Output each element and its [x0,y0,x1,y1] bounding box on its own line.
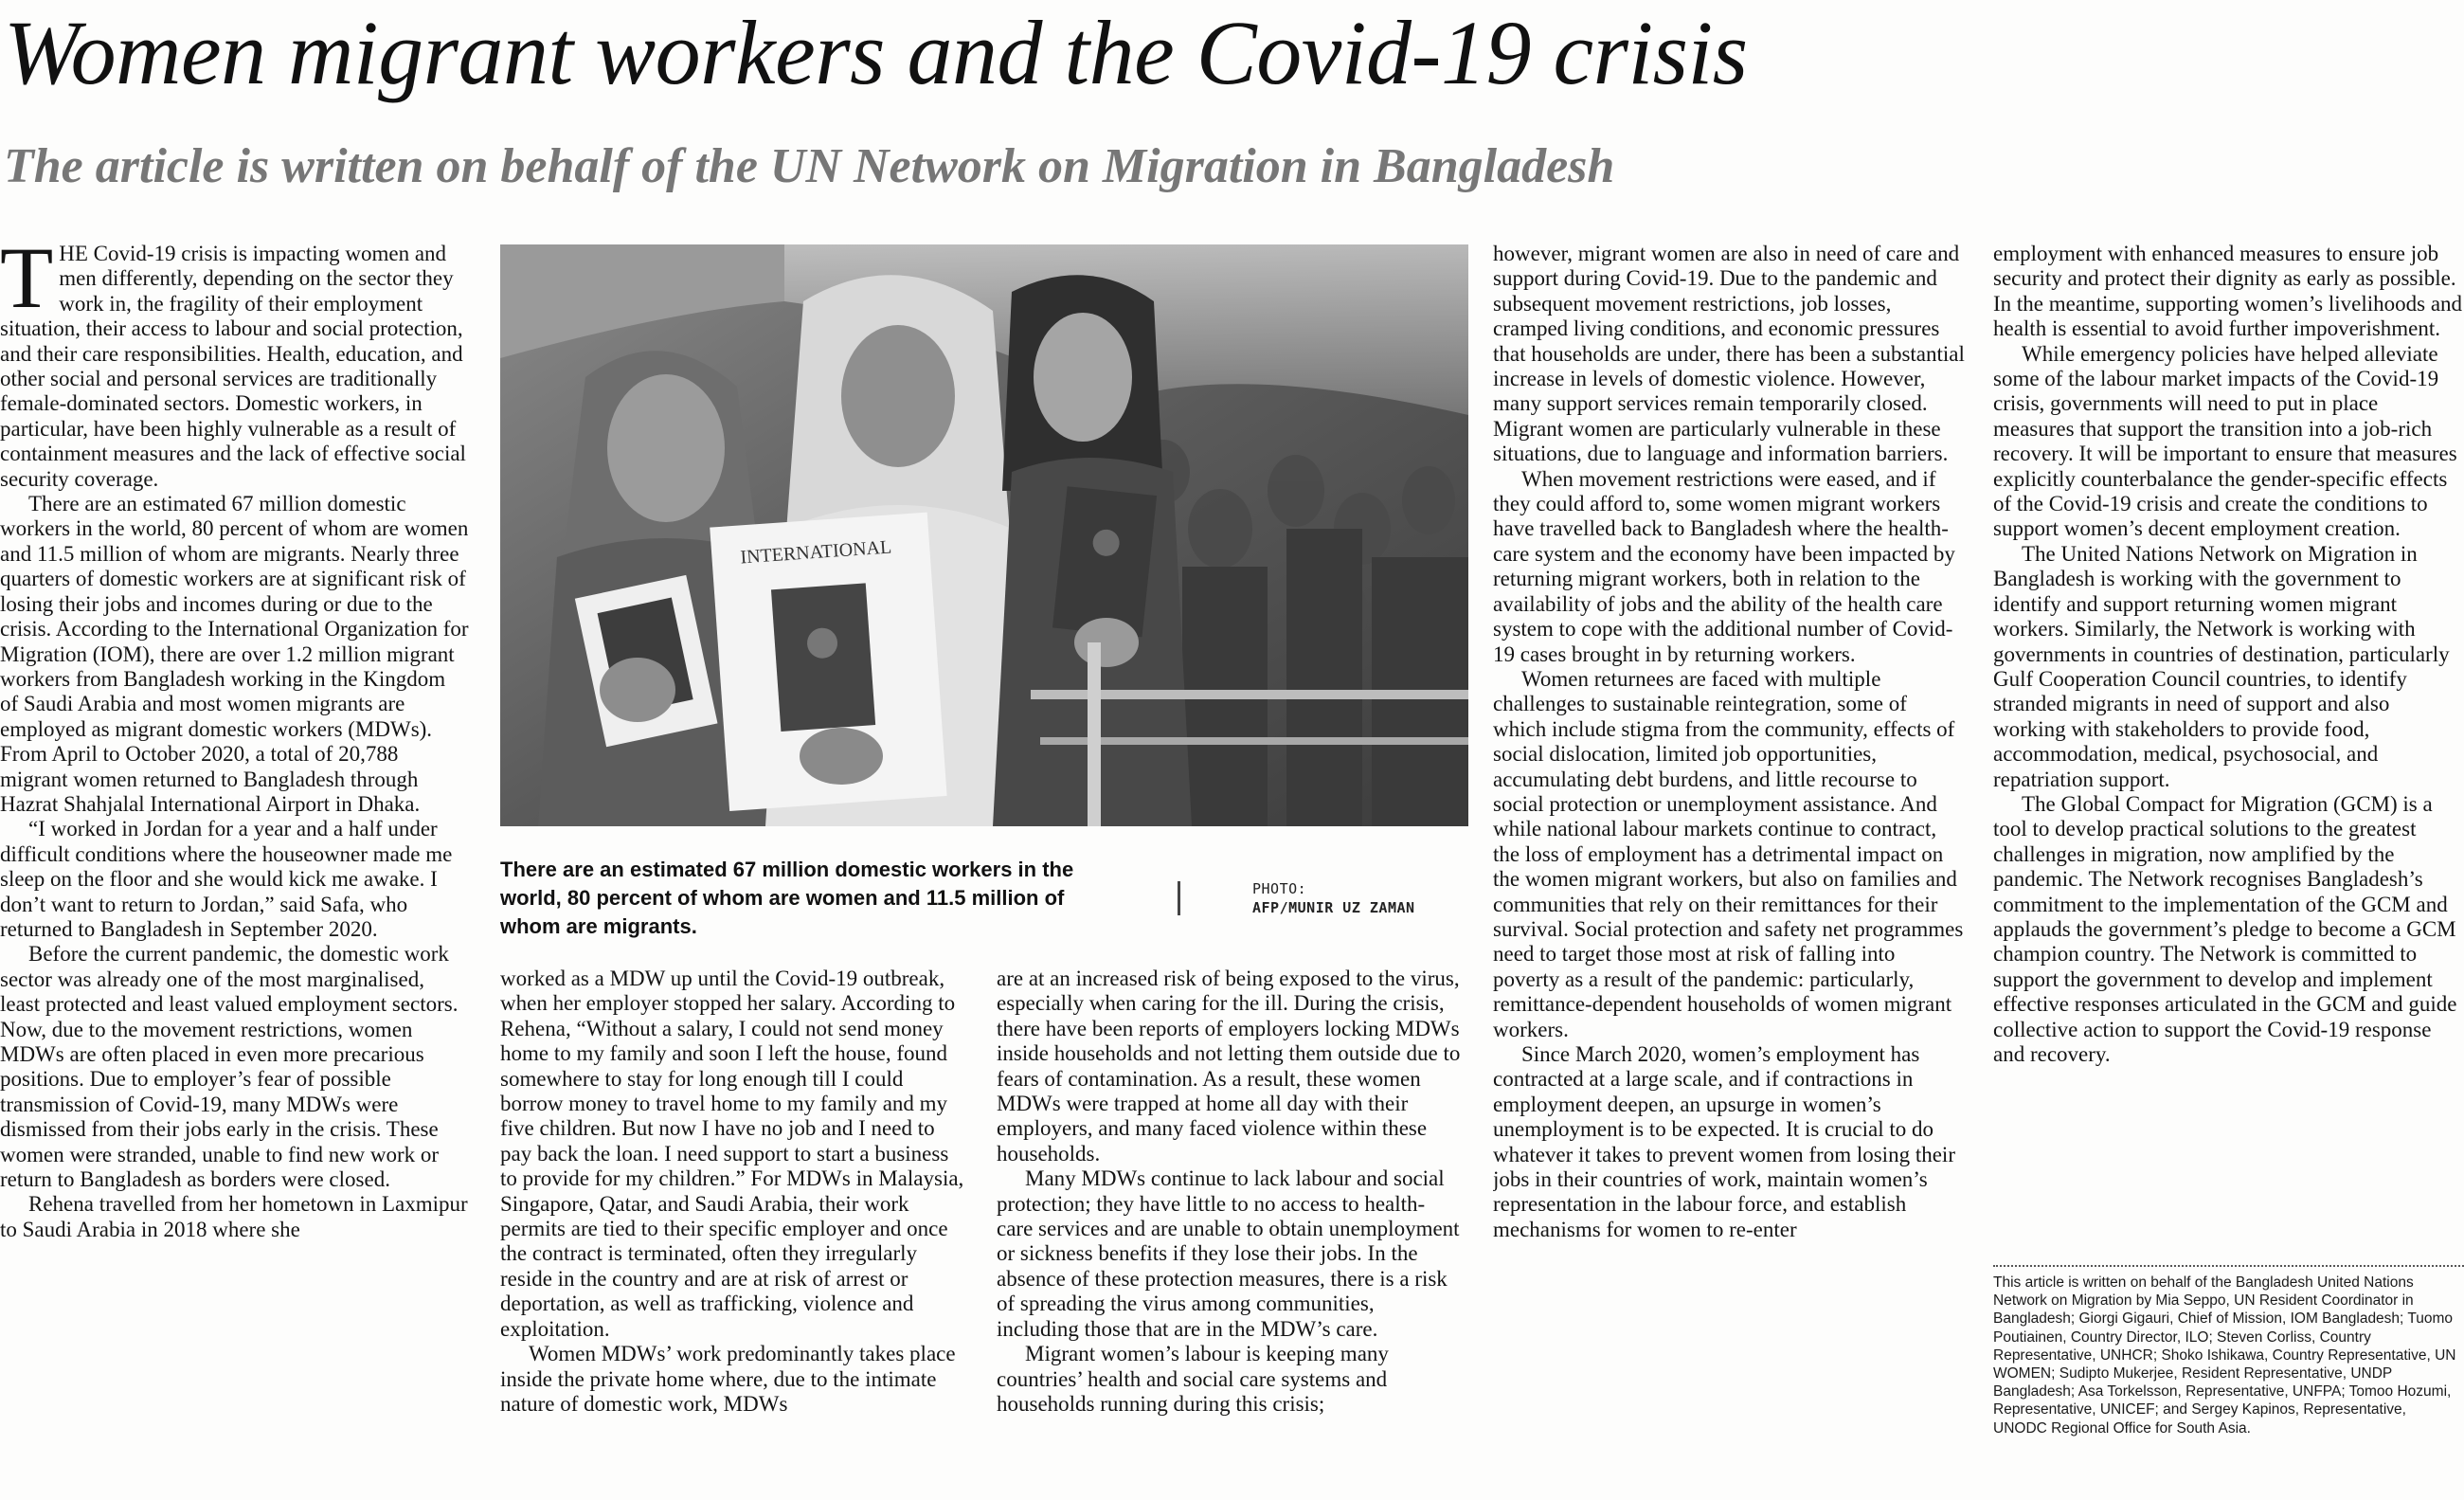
passport-text: INTERNATIONAL [739,536,892,569]
article-paragraph: however, migrant women are also in need of care and support during Covid-19. Due to the pandemic and subsequent movement restrictions, job losses, cramped living conditions, and economic pressures that households are under, there has been a substantial increase in levels of domestic violence. However, many support services remain temporarily closed. Migrant women are particularly vulnerable in these situations, due to language and information barriers. [1493,242,1965,466]
article-paragraph: worked as a MDW up until the Covid-19 outbreak, when her employer stopped her salary. According to Rehena, “Without a salary, I could not send money home to my family and soon I left the house, found somewhere to stay for long enough till I could borrow money to travel home to my family and my five children. But now I have no job and I need to pay back the loan. I need support to start a business to provide for my children.” For MDWs in Malaysia, Singapore, Qatar, and Saudi Arabia, their work permits are tied to their specific employer and once the contract is terminated, often they irregularly reside in the country and are at risk of arrest or deportation, as well as trafficking, violence and exploitation. [500,967,964,1341]
paragraph-text: HE Covid-19 crisis is impacting women and men differently, depending on the sector they work in, the fragility of their employment situation, their access to labour and social protection, and their care responsibilities. Health, education, and other social and personal services are traditionally female-dominated sectors. Domestic workers, in particular, have been highly vulnerable as a result of containment measures and the lack of effective social security coverage. [0,242,466,491]
article-column-5 [1993,242,2464,1263]
article-paragraph: Many MDWs continue to lack labour and social protection; they have little to no access to health-care services and are unable to obtain unemployment or sickness benefits if they lose their jobs. In the absence of these protection measures, there is a risk of spreading the virus among communities, including those that are in the MDW’s care. [997,1166,1460,1341]
article-paragraph: Women MDWs’ work predominantly takes place inside the private home where, due to the intimate nature of domestic work, MDWs [500,1342,956,1416]
article-paragraph: Women returnees are faced with multiple challenges to sustainable reintegration, some of which include stigma from the community, effects of social dislocation, limited job opportunities, accumulating debt burdens, and little recourse to social protection or unemployment assistance. And while national labour markets continue to contract, the loss of employment has a detrimental impact on the women migrant workers, but also on families and communities that rely on their remittances for their survival. Social protection and safety net programmes need to target those most at risk of falling into poverty as a result of the pandemic: particularly, remittance-dependent households of women migrant workers. [1493,666,1964,1041]
article-paragraph: While emergency policies have helped alleviate some of the labour market impacts of the Covid-19 crisis, governments will need to put in place measures that support the transition into a job-rich recovery. It will be important to ensure that measures explicitly counterbalance the gender-specific effects of the Covid-19 crisis and create the conditions to support women’s decent employment creation. [1993,341,2457,541]
photo-credit-source: AFP/MUNIR UZ ZAMAN [1252,899,1415,916]
article-paragraph: The United Nations Network on Migration in Bangladesh is working with the government to identify and support returning women migrant workers. Similarly, the Network is working with governments in countries of destination, particularly Gulf Cooperation Council countries, to identify stranded migrants in need of support and also working with stakeholders to provide food, accommodation, medical, psychosocial, and repatriation support. [1993,541,2450,791]
credit-divider [1178,881,1180,915]
article-paragraph: Rehena travelled from her hometown in Laxmipur to Saudi Arabia in 2018 where she [0,1192,468,1241]
article-paragraph: There are an estimated 67 million domestic workers in the world, 80 percent of whom are women and 11.5 million of whom are migrants. Nearly three quarters of domestic workers are at significant risk of losing their jobs and incomes during or due to the crisis. According to the International Organization for Migration (IOM), there are over 1.2 million migrant workers from Bangladesh working in the Kingdom of Saudi Arabia and most women migrants are employed as migrant domestic workers (MDWs). From April to October 2020, a total of 20,788 migrant women returned to Bangladesh through Hazrat Shahjalal International Airport in Dhaka. [0,492,469,816]
article-paragraph: Before the current pandemic, the domestic work sector was already one of the most marginalised, least protected and least valued employment sectors. Now, due to the movement restrictions, women MDWs are often placed in even more precarious positions. Due to employer’s fear of possible transmission of Covid-19, many MDWs were dismissed from their jobs early in the crisis. These women were stranded, unable to find new work or return to Bangladesh as borders were closed. [0,942,459,1192]
article-column-2 [500,967,966,1500]
subheadline: The article is written on behalf of the UN Network on Migration in Bangladesh [4,139,1615,193]
footnote-divider [1993,1265,2464,1267]
photo-credit [1252,879,1415,917]
article-column-4 [1493,242,1965,1500]
drop-cap: T [0,242,54,326]
article-paragraph: are at an increased risk of being exposed to the virus, especially when caring for the ill. During the crisis, there have been reports of employers locking MDWs inside households and not letting them outside due to fears of contamination. As a result, these women MDWs were trapped at home all day with their employers, and many faced violence within these households. [997,967,1461,1166]
article-paragraph [0,242,469,492]
news-photo [500,244,1468,826]
photo-illustration [500,244,1468,826]
article-column-1 [0,242,469,1500]
article-paragraph: Migrant women’s labour is keeping many countries’ health and social care systems and households running during this crisis; [997,1342,1389,1416]
headline: Women migrant workers and the Covid-19 crisis [4,2,1748,103]
photo-caption: There are an estimated 67 million domestic workers in the world, 80 percent of whom are women and 11.5 million of whom are migrants. [500,858,1074,938]
article-paragraph: employment with enhanced measures to ensure job security and protect their dignity as early as possible. In the meantime, supporting women’s livelihoods and health is essential to avoid further impoverishment. [1993,242,2463,341]
article-paragraph: When movement restrictions were eased, and if they could afford to, some women migrant workers have travelled back to Bangladesh where the health-care system and the economy have been impacted by returning migrant workers, both in relation to the availability of jobs and the ability of the health care system to cope with the additional number of Covid-19 cases brought in by returning workers. [1493,466,1955,666]
article-paragraph: “I worked in Jordan for a year and a half under difficult conditions where the houseowner made me sleep on the floor and she would kick me awake. I don’t want to return to Jordan,” said Safa, who returned to Bangladesh in September 2020. [0,817,453,941]
photo-credit-label: PHOTO: [1252,880,1307,897]
article-column-3 [997,967,1461,1500]
author-footnote: This article is written on behalf of the Bangladesh United Nations Network on Migration by Mia Seppo, UN Resident Coordinator in Bangladesh; Giorgi Gigauri, Chief of Mission, IOM Bangladesh; Tuomo Poutiainen, Country Director, ILO; Steven Corliss, Country Representative, UNHCR; Shoko Ishikawa, Country Representative, UN WOMEN; Sudipto Mukerjee, Resident Representative, UNDP Bangladesh; Asa Torkelsson, Representative, UNFPA; Tomoo Hozumi, Representative, UNICEF; and Sergey Kapinos, Representative, UNODC Regional Office for South Asia. [1993,1274,2456,1437]
article-paragraph: Since March 2020, women’s employment has contracted at a large scale, and if contractions in employment deepen, an upsurge in women’s unemployment is to be expected. It is crucial to do whatever it takes to prevent women from losing their jobs in their countries of work, maintain women’s representation in the labour force, and establish mechanisms for women to re-enter [1493,1042,1955,1241]
article-paragraph: The Global Compact for Migration (GCM) is a tool to develop practical solutions to the greatest challenges in migration, now amplified by the pandemic. The Network recognises Bangladesh’s commitment to the implementation of the GCM and applauds the government’s pledge to become a GCM champion country. The Network is committed to support the government to develop and implement effective responses articulated in the GCM and guide collective action to support the Covid-19 response and recovery. [1993,791,2457,1066]
